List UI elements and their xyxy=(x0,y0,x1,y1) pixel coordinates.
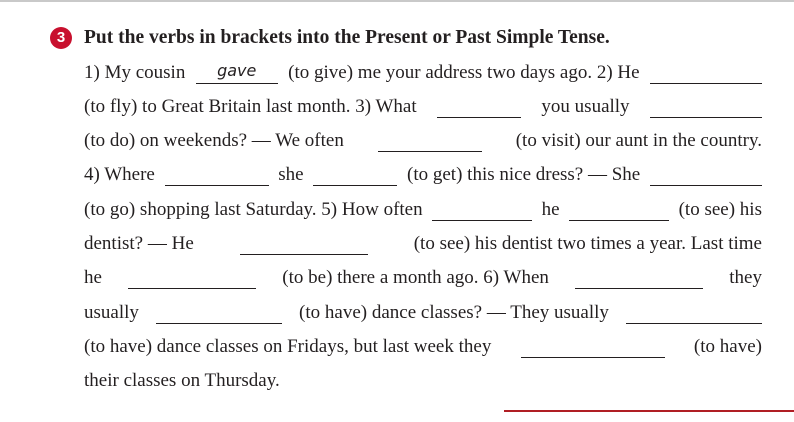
answer-blank-14[interactable] xyxy=(156,301,282,324)
exercise-line-10 xyxy=(84,367,762,393)
answer-blank-8[interactable] xyxy=(650,163,762,186)
answer-blank-7[interactable] xyxy=(313,163,397,186)
exercise-line-9 xyxy=(84,333,762,359)
answer-blank-9[interactable] xyxy=(432,198,532,221)
text-segment: usually xyxy=(84,302,139,323)
answer-blank-15[interactable] xyxy=(626,301,762,324)
text-segment: she xyxy=(278,164,304,185)
text-segment: (to get) this nice dress? — She xyxy=(407,164,641,185)
answer-blank-13[interactable] xyxy=(575,266,703,289)
text-segment: (to give) me your address two days ago. 2) He xyxy=(288,62,640,83)
text-segment: their classes on Thursday. xyxy=(84,370,280,391)
text-segment: (to fly) to Great Britain last month. 3) What xyxy=(84,96,417,117)
exercise-line-1 xyxy=(84,59,762,85)
text-segment: he xyxy=(541,199,560,220)
exercise-line-2 xyxy=(84,93,762,119)
exercise-line-7 xyxy=(84,264,762,290)
exercise-line-5 xyxy=(84,196,762,222)
top-border xyxy=(0,0,794,2)
text-segment: they xyxy=(729,267,762,288)
exercise-line-6 xyxy=(84,230,762,256)
text-segment: (to have) dance classes on Fridays, but last week they xyxy=(84,336,492,357)
answer-blank-5[interactable] xyxy=(378,129,482,152)
text-segment: (to see) his dentist two times a year. Last time xyxy=(413,233,762,254)
exercise-line-3 xyxy=(84,127,762,153)
exercise-instruction: Put the verbs in brackets into the Present or Past Simple Tense. xyxy=(84,27,610,48)
text-segment: you usually xyxy=(541,96,630,117)
text-segment: (to have) dance classes? — They usually xyxy=(299,302,609,323)
text-segment: (to have) xyxy=(693,336,762,357)
text-segment: 1) My cousin xyxy=(84,62,186,83)
exercise-line-4 xyxy=(84,161,762,187)
answer-blank-3[interactable] xyxy=(437,95,521,118)
text-segment: (to visit) our aunt in the country. xyxy=(515,130,762,151)
text-segment: (to go) shopping last Saturday. 5) How often xyxy=(84,199,423,220)
answer-blank-12[interactable] xyxy=(128,266,256,289)
answer-blank-1[interactable]: gave xyxy=(196,61,278,84)
text-segment: dentist? — He xyxy=(84,233,194,254)
text-segment: (to do) on weekends? — We often xyxy=(84,130,344,151)
answer-blank-4[interactable] xyxy=(650,95,762,118)
text-segment: 4) Where xyxy=(84,164,155,185)
bottom-accent-rule xyxy=(504,410,794,412)
answer-blank-2[interactable] xyxy=(650,61,762,84)
text-segment: (to see) his xyxy=(678,199,762,220)
exercise-line-8 xyxy=(84,299,762,325)
text-segment: (to be) there a month ago. 6) When xyxy=(282,267,549,288)
text-segment: he xyxy=(84,267,102,288)
answer-blank-10[interactable] xyxy=(569,198,669,221)
answer-blank-11[interactable] xyxy=(240,232,368,255)
answer-blank-6[interactable] xyxy=(165,163,269,186)
exercise-number-badge: 3 xyxy=(50,27,72,49)
answer-blank-16[interactable] xyxy=(521,335,665,358)
